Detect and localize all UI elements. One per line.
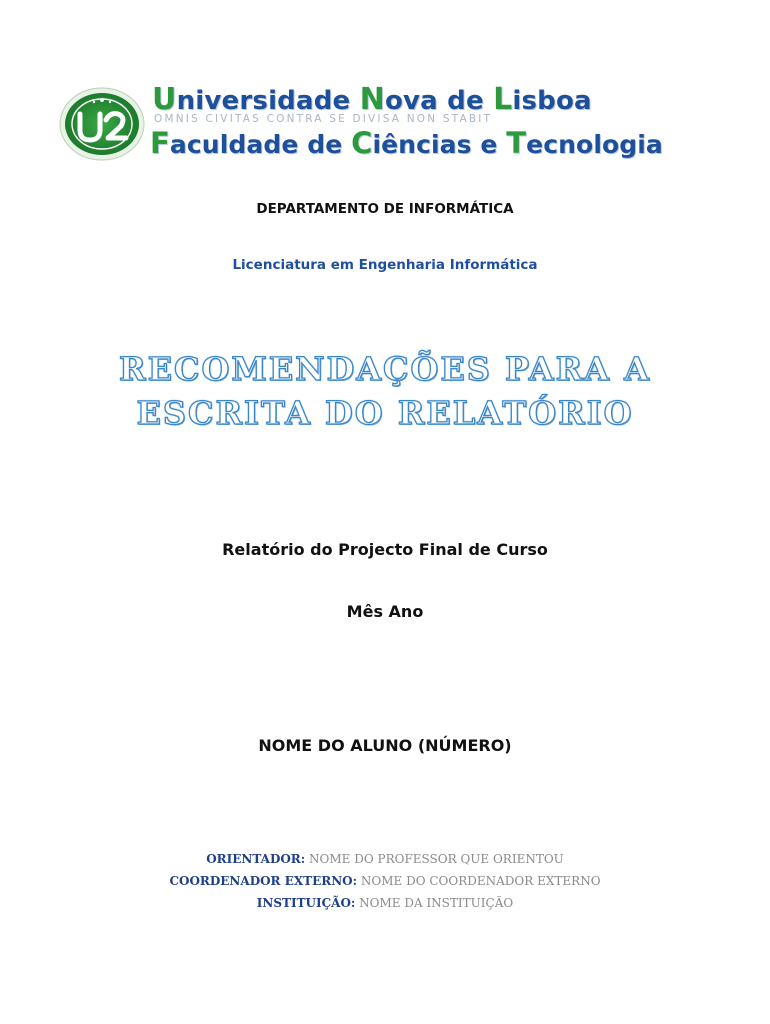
document-title-line-2: ESCRITA DO RELATÓRIO: [136, 394, 634, 432]
university-name-part-2: ova de: [384, 86, 494, 116]
institution-value: NOME DA INSTITUIÇÃO: [355, 896, 514, 910]
external-coordinator-label: COORDENADOR EXTERNO:: [169, 874, 358, 888]
faculty-name-part-2: iências e: [372, 130, 507, 159]
external-coordinator-value: NOME DO COORDENADOR EXTERNO: [357, 874, 601, 888]
university-motto: OMNIS CIVITAS CONTRA SE DIVISA NON STABIT: [154, 113, 493, 125]
university-name-part-1: niversidade: [176, 86, 360, 116]
institution-header: [58, 82, 730, 164]
advisor-value: NOME DO PROFESSOR QUE ORIENTOU: [305, 852, 564, 866]
advisor-line: [0, 852, 770, 866]
faculty-name-part-3: ecnologia: [526, 130, 663, 159]
university-initial-n: N: [359, 82, 385, 117]
department-heading: DEPARTAMENTO DE INFORMÁTICA: [256, 201, 514, 217]
faculty-initial-f: F: [150, 126, 170, 160]
faculty-initial-t: T: [506, 126, 527, 160]
report-date: Mês Ano: [346, 602, 424, 621]
institution-line: [0, 896, 770, 910]
student-name: NOME DO ALUNO (NÚMERO): [258, 736, 512, 755]
report-type: Relatório do Projecto Final de Curso: [222, 540, 548, 559]
university-initial-l: L: [493, 82, 513, 117]
university-seal-icon: [58, 86, 146, 162]
advisor-label: ORIENTADOR:: [206, 852, 306, 866]
university-name-part-3: isboa: [512, 86, 592, 116]
external-coordinator-line: [0, 874, 770, 888]
faculty-name: [150, 126, 663, 160]
faculty-name-part-1: aculdade de: [169, 130, 352, 159]
institution-label: INSTITUIÇÃO:: [256, 896, 356, 910]
faculty-initial-c: C: [351, 126, 373, 160]
degree-name: Licenciatura em Engenharia Informática: [232, 257, 538, 273]
university-initial-u: U: [152, 82, 177, 117]
university-name: [152, 82, 592, 117]
document-title-line-1: RECOMENDAÇÕES PARA A: [119, 350, 651, 388]
